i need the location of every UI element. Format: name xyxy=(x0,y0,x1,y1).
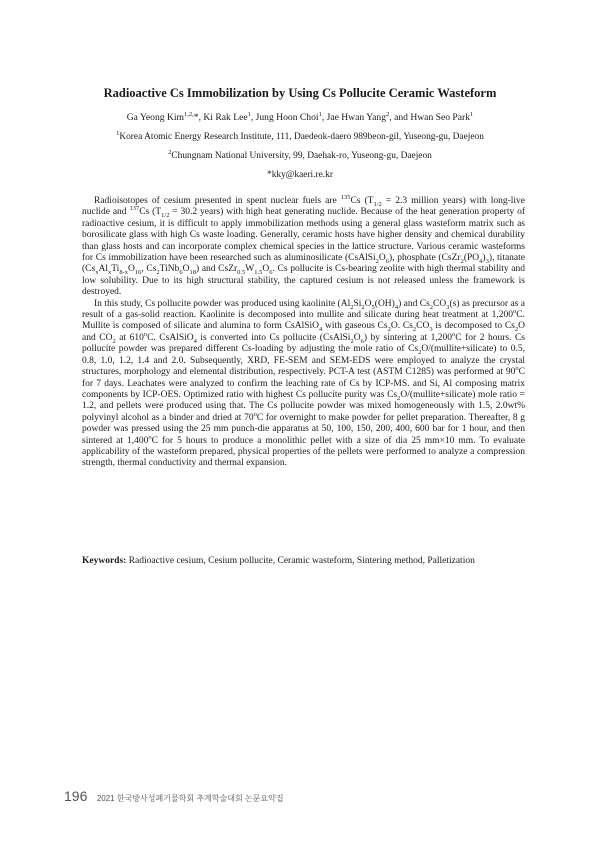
author-name: , Ki Rak Lee xyxy=(198,112,248,123)
page-footer xyxy=(64,788,284,806)
author-name: , and Hwan Seo Park xyxy=(389,112,471,123)
author-affiliation-mark: 1 xyxy=(470,110,474,118)
keywords xyxy=(82,556,525,567)
affiliation-2 xyxy=(40,148,560,161)
abstract-body xyxy=(82,193,526,470)
corresponding-email: *kky@kaeri.re.kr xyxy=(267,170,333,180)
affiliation-mark: 1 xyxy=(116,129,120,137)
abstract-paragraph-1: Radioisotopes of cesium presented in spent nuclear fuels are $^{135}$Cs ($T_{1/2} = 2.3$ million years) with long-live nuclide and $^{137}$Cs ($T_{1/2} = 30.2$ years) with high heat generating nuclide. Because of the heat generation property of radioactive cesium, it is difficult to apply immobilization methods using a general glass wasteform matrix such as borosilicate glass with high Cs waste loading. Generally, ceramic hosts have higher density and chemical durability than glass hosts and can incorporate complex chemical species in the lattice structure. Various ceramic wasteforms for Cs immobilization have been researched such as aluminosilicate $(CsAlSi_2O_6)$, phosphate $(CsZr_2(PO_4)_3)$, titanate ($Cs_xAl_xTi_{8-x}O_{16}$, $Cs_2TiNb_6O_{18}$) and $CsZr_{0.5}W_{1.5}O_6$. Cs pollucite is Cs-bearing zeolite with high thermal stability and low solubility. Due to its high structural stability, the captured cesium is not released unless the framework is destroyed. xyxy=(82,193,526,298)
author-name: Ga Yeong Kim xyxy=(126,112,185,123)
author-name: , Jung Hoon Choi xyxy=(250,112,319,123)
keywords-text: Radioactive cesium, Cesium pollucite, Ceramic wasteform, Sintering method, Palletization xyxy=(126,556,475,566)
affiliation-text: Korea Atomic Energy Research Institute, 111, Daedeok-daero 989beon-gil, Yuseong-gu, Daejeon xyxy=(119,132,484,142)
author-affiliation-mark: 1 xyxy=(318,110,322,118)
page-number: 196 xyxy=(64,788,88,804)
conference-name: 2021 한국방사성폐기물학회 추계학술대회 논문요약집 xyxy=(96,794,284,803)
author-affiliation-mark: 1 xyxy=(247,110,251,118)
affiliation-mark: 2 xyxy=(168,148,172,156)
affiliation-1 xyxy=(40,129,560,142)
author-affiliation-mark: 1,2, xyxy=(184,110,194,118)
corresponding-mark: * xyxy=(193,112,199,123)
author-list xyxy=(40,112,560,123)
author-affiliation-mark: 2 xyxy=(386,110,390,118)
keywords-label: Keywords: xyxy=(82,556,127,566)
abstract-paragraph-2: In this study, Cs pollucite powder was produced using kaolinite $(Al_2Si_2O_5(OH)_4)$ and $Cs_2CO_3(s)$ as precursor as a result of a gas-solid reaction. Kaolinite is decomposed into mullite and silicate during heat treatment at 1,200$^o$C. Mullite is composed of silicate and alumina to form CsAlSiO$_4$ with gaseous $Cs_2O$. $Cs_2CO_3$ is decomposed to $Cs_2O$ and $CO_2$ at 610$^o$C. CsAlSiO$_4$ is converted into Cs pollucite $(CsAlSi_2O_6)$ by sintering at 1,200$^o$C for 2 hours. Cs pollucite powder was prepared different Cs-loading by adjusting the mole ratio of $Cs_2O/(mullite+silicate)$ to 0.5, 0.8, 1.0, 1.2, 1.4 and 2.0. Subsequently, XRD, FE-SEM and SEM-EDS were employed to analyze the crystal structures, morphology and elemental distribution, respectively. PCT-A test (ASTM C1285) was performed at 90$^o$C for 7 days. Leachates were analyzed to confirm the leaching rate of Cs by ICP-MS. and Si, Al composing matrix components by ICP-OES. Optimized ratio with highest Cs pollucite purity was $Cs_2O/(mullite+silicate)$ mole ratio = 1.2, and pellets were produced using that. The Cs pollucite powder was mixed homogeneously with 1.5, 2.0wt% polyvinyl alcohol as a binder and dried at 70$^o$C for overnight to make powder for pellet preparation. Thereafter, 8 g powder was pressed using the 25 mm punch-die apparatus at 50, 100, 150, 200, 400, 600 bar for 1 hour, and then sintered at 1,400$^o$C for 5 hours to produce a monolithic pellet with a size of dia 25 mm×10 mm. To evaluate applicability of the wasteform prepared, physical properties of the pellets were performed to analyze a compression strength, thermal conductivity and thermal expansion. xyxy=(82,298,526,469)
paper-title: Radioactive Cs Immobilization by Using Cs Pollucite Ceramic Wasteform xyxy=(103,86,497,100)
affiliation-text: Chungnam National University, 99, Daehak-ro, Yuseong-gu, Daejeon xyxy=(171,151,432,161)
author-name: , Jae Hwan Yang xyxy=(321,112,387,123)
